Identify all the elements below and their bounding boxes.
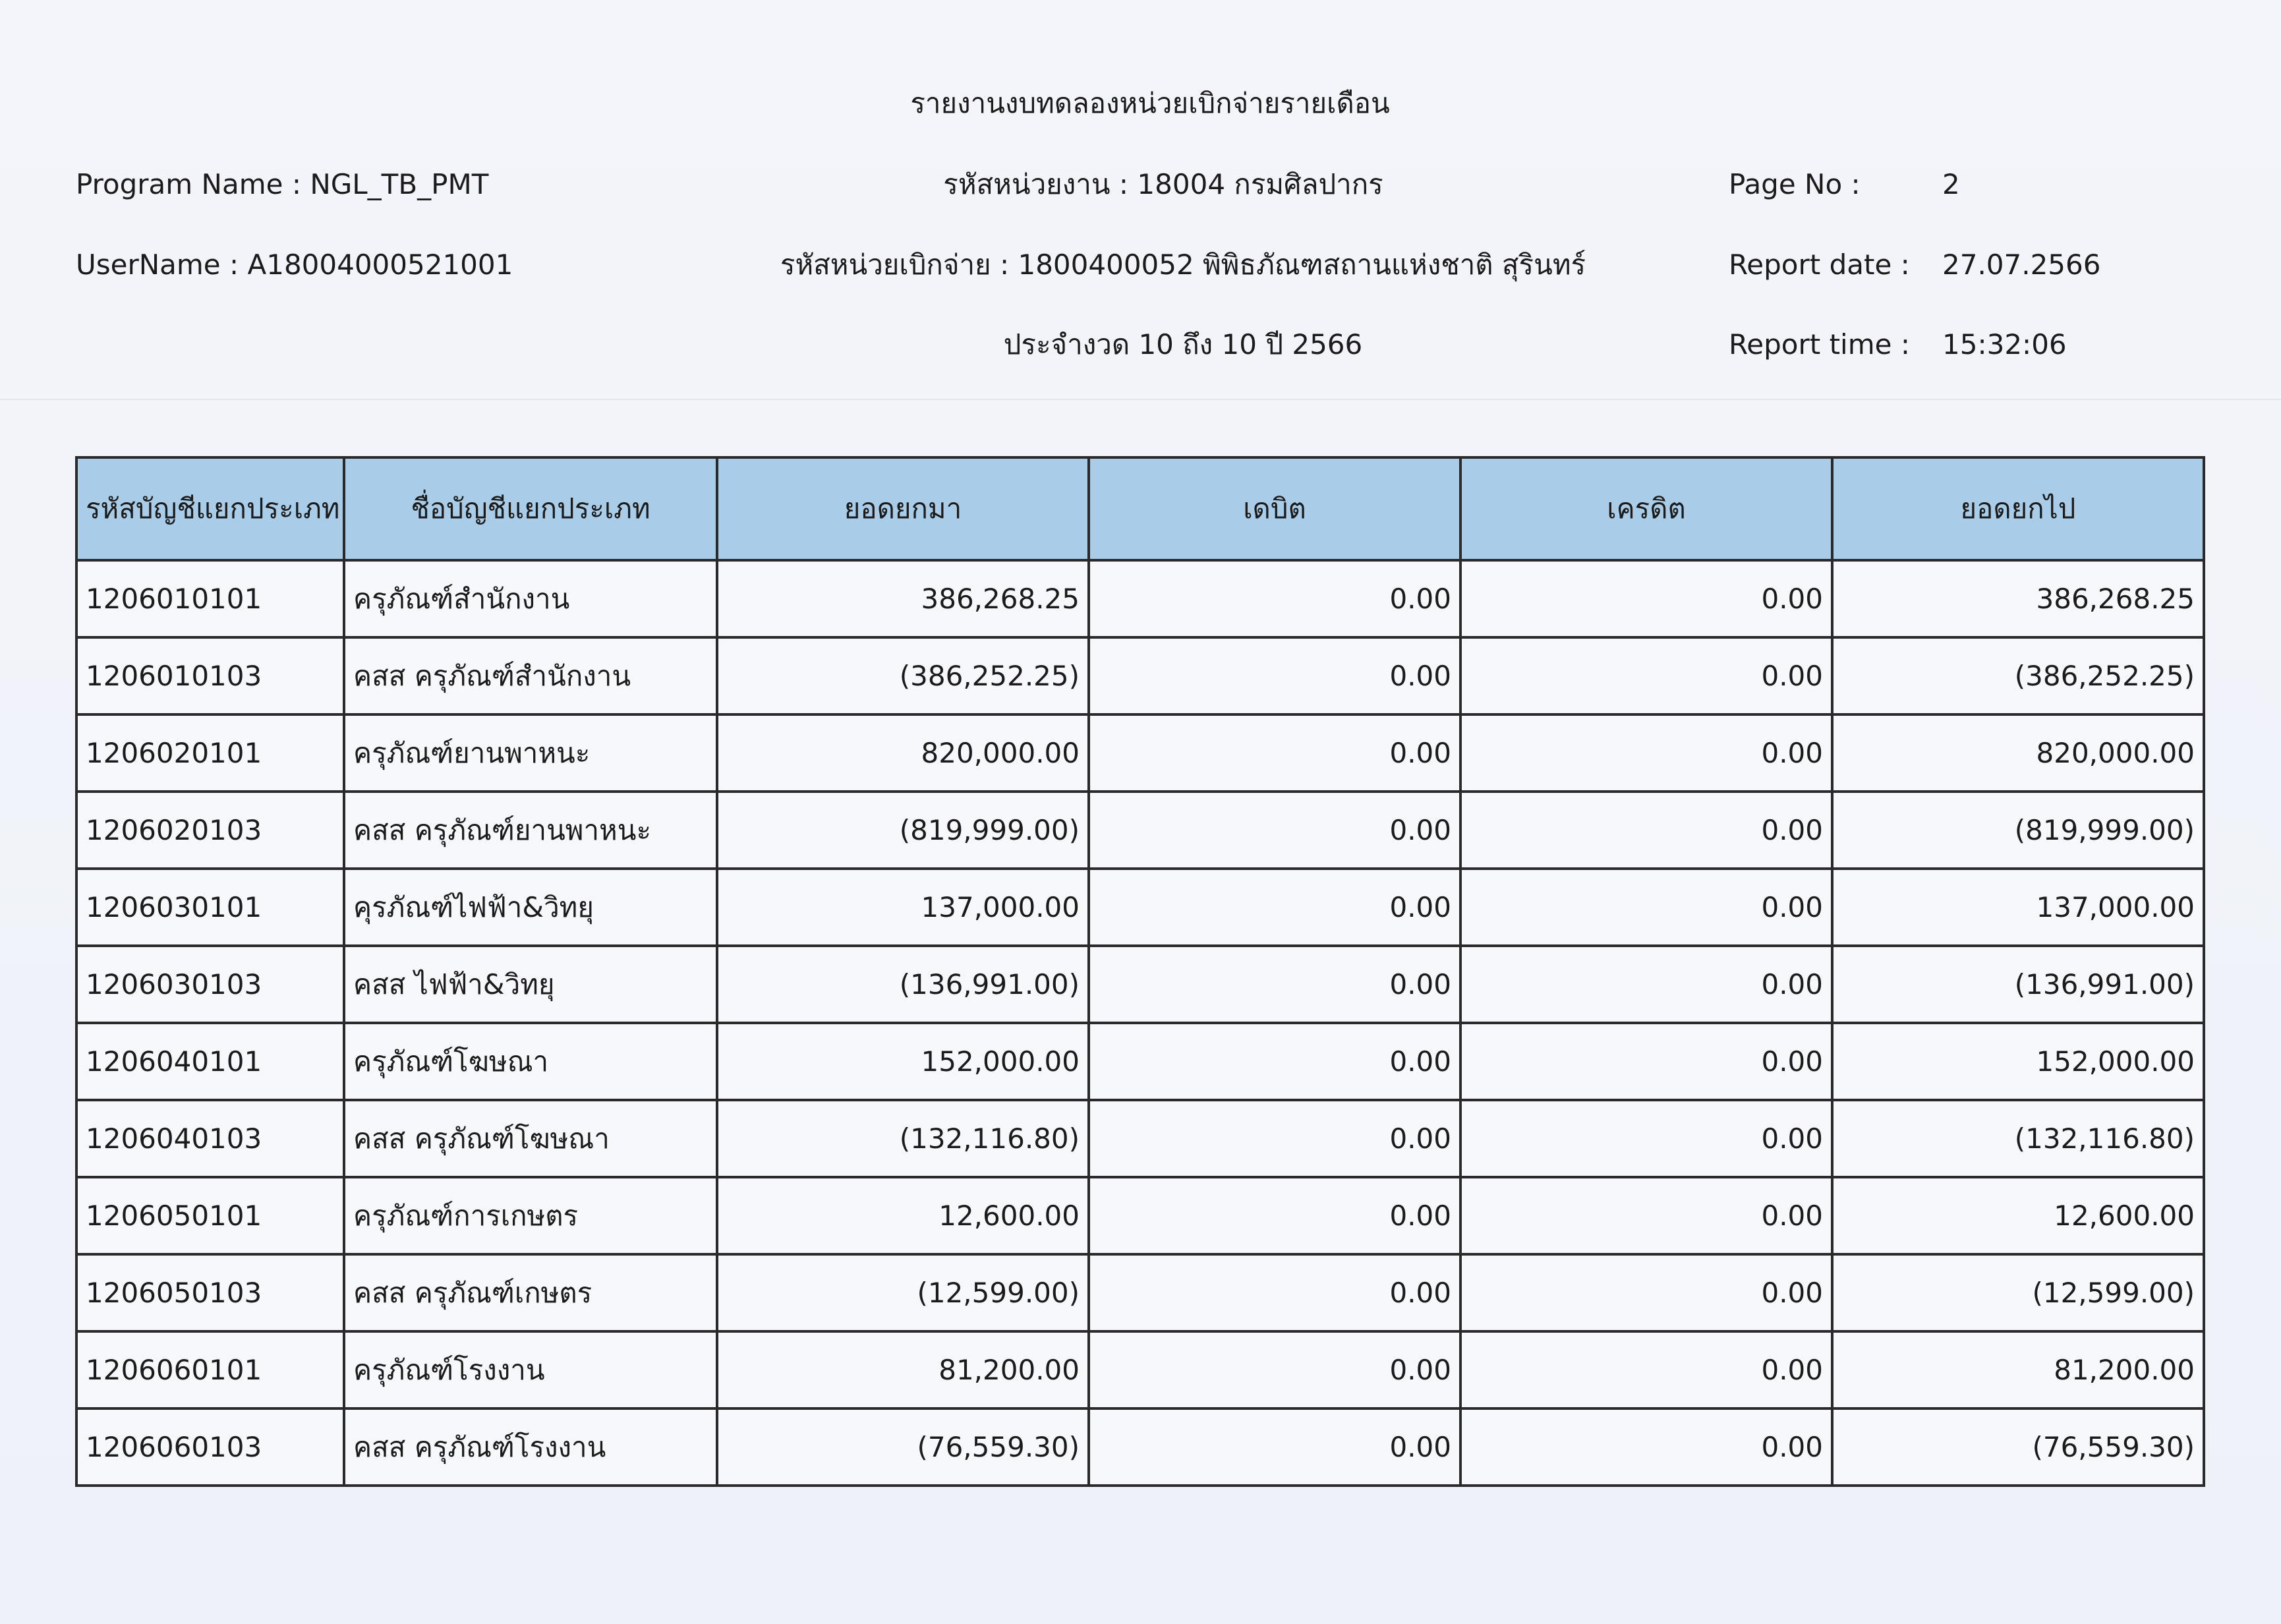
debit-cell: 0.00	[1089, 1023, 1460, 1100]
table-row	[76, 946, 2204, 1023]
account-name-cell: ครุภัณฑ์สำนักงาน	[344, 560, 717, 637]
account-name-cell: ครุภัณฑ์โฆษณา	[344, 1023, 717, 1100]
debit-cell: 0.00	[1089, 1100, 1460, 1177]
credit-cell: 0.00	[1460, 1254, 1832, 1331]
program-name: Program Name : NGL_TB_PMT	[76, 168, 489, 200]
report-time-label: Report time :	[1729, 328, 1910, 361]
header-divider	[0, 399, 2281, 400]
account-name-cell: ครุภัณฑ์ยานพาหนะ	[344, 714, 717, 792]
closing-balance-cell: (136,991.00)	[1832, 946, 2204, 1023]
report-date-value: 27.07.2566	[1942, 248, 2101, 281]
account-code-cell: 1206010101	[76, 560, 344, 637]
closing-balance-cell: 12,600.00	[1832, 1177, 2204, 1254]
username: UserName : A18004000521001	[76, 248, 513, 281]
account-code-cell: 1206030101	[76, 869, 344, 946]
account-code-cell: 1206040103	[76, 1100, 344, 1177]
table-row	[76, 1254, 2204, 1331]
account-code-cell: 1206020103	[76, 792, 344, 869]
closing-balance-cell: (12,599.00)	[1832, 1254, 2204, 1331]
debit-cell: 0.00	[1089, 714, 1460, 792]
opening-balance-cell: 12,600.00	[717, 1177, 1089, 1254]
table-body	[76, 560, 2204, 1486]
opening-balance-cell: 152,000.00	[717, 1023, 1089, 1100]
account-name-cell: คสส ครุภัณฑ์โฆษณา	[344, 1100, 717, 1177]
credit-cell: 0.00	[1460, 946, 1832, 1023]
opening-balance-cell: (819,999.00)	[717, 792, 1089, 869]
col-header-credit: เครดิต	[1460, 457, 1832, 560]
credit-cell: 0.00	[1460, 1408, 1832, 1486]
col-header-account-code: รหัสบัญชีแยกประเภท	[76, 457, 344, 560]
report-time-value: 15:32:06	[1942, 328, 2067, 361]
table-header-row	[76, 457, 2204, 560]
closing-balance-cell: 137,000.00	[1832, 869, 2204, 946]
account-name-cell: คสส ครุภัณฑ์ยานพาหนะ	[344, 792, 717, 869]
credit-cell: 0.00	[1460, 637, 1832, 714]
closing-balance-cell: (819,999.00)	[1832, 792, 2204, 869]
report-period: ประจำงวด 10 ถึง 10 ปี 2566	[1003, 328, 1363, 361]
closing-balance-cell: 81,200.00	[1832, 1331, 2204, 1408]
col-header-account-name: ชื่อบัญชีแยกประเภท	[344, 457, 717, 560]
page-no-value: 2	[1942, 168, 1960, 200]
credit-cell: 0.00	[1460, 1331, 1832, 1408]
opening-balance-cell: (132,116.80)	[717, 1100, 1089, 1177]
opening-balance-cell: 137,000.00	[717, 869, 1089, 946]
account-code-cell: 1206050101	[76, 1177, 344, 1254]
debit-cell: 0.00	[1089, 560, 1460, 637]
account-name-cell: คุรภัณฑ์ไฟฟ้า&วิทยุ	[344, 869, 717, 946]
opening-balance-cell: (12,599.00)	[717, 1254, 1089, 1331]
debit-cell: 0.00	[1089, 792, 1460, 869]
credit-cell: 0.00	[1460, 1177, 1832, 1254]
table-row	[76, 1023, 2204, 1100]
credit-cell: 0.00	[1460, 1100, 1832, 1177]
account-code-cell: 1206010103	[76, 637, 344, 714]
opening-balance-cell: (136,991.00)	[717, 946, 1089, 1023]
account-code-cell: 1206030103	[76, 946, 344, 1023]
account-code-cell: 1206060103	[76, 1408, 344, 1486]
debit-cell: 0.00	[1089, 869, 1460, 946]
col-header-closing-balance: ยอดยกไป	[1832, 457, 2204, 560]
col-header-opening-balance: ยอดยกมา	[717, 457, 1089, 560]
closing-balance-cell: (76,559.30)	[1832, 1408, 2204, 1486]
credit-cell: 0.00	[1460, 792, 1832, 869]
closing-balance-cell: 152,000.00	[1832, 1023, 2204, 1100]
page-no-label: Page No :	[1729, 168, 1861, 200]
debit-cell: 0.00	[1089, 946, 1460, 1023]
opening-balance-cell: (76,559.30)	[717, 1408, 1089, 1486]
credit-cell: 0.00	[1460, 560, 1832, 637]
debit-cell: 0.00	[1089, 1177, 1460, 1254]
account-code-cell: 1206050103	[76, 1254, 344, 1331]
table-row	[76, 560, 2204, 637]
opening-balance-cell: 81,200.00	[717, 1331, 1089, 1408]
table-row	[76, 1331, 2204, 1408]
closing-balance-cell: (132,116.80)	[1832, 1100, 2204, 1177]
account-code-cell: 1206040101	[76, 1023, 344, 1100]
account-code-cell: 1206060101	[76, 1331, 344, 1408]
account-name-cell: คสส ไฟฟ้า&วิทยุ	[344, 946, 717, 1023]
col-header-debit: เดบิต	[1089, 457, 1460, 560]
table-row	[76, 637, 2204, 714]
table-row	[76, 714, 2204, 792]
debit-cell: 0.00	[1089, 1254, 1460, 1331]
table-row	[76, 1408, 2204, 1486]
opening-balance-cell: 386,268.25	[717, 560, 1089, 637]
account-name-cell: ครุภัณฑ์โรงงาน	[344, 1331, 717, 1408]
opening-balance-cell: 820,000.00	[717, 714, 1089, 792]
table-row	[76, 792, 2204, 869]
opening-balance-cell: (386,252.25)	[717, 637, 1089, 714]
account-name-cell: คสส ครุภัณฑ์โรงงาน	[344, 1408, 717, 1486]
debit-cell: 0.00	[1089, 1408, 1460, 1486]
closing-balance-cell: 386,268.25	[1832, 560, 2204, 637]
credit-cell: 0.00	[1460, 714, 1832, 792]
report-date-label: Report date :	[1729, 248, 1910, 281]
account-code-cell: 1206020101	[76, 714, 344, 792]
agency-code: รหัสหน่วยงาน : 18004 กรมศิลปากร	[943, 168, 1383, 200]
closing-balance-cell: (386,252.25)	[1832, 637, 2204, 714]
credit-cell: 0.00	[1460, 1023, 1832, 1100]
table-row	[76, 1100, 2204, 1177]
table-row	[76, 1177, 2204, 1254]
table-row	[76, 869, 2204, 946]
disbursing-unit: รหัสหน่วยเบิกจ่าย : 1800400052 พิพิธภัณฑสถานแห่งชาติ สุรินทร์	[780, 248, 1586, 281]
debit-cell: 0.00	[1089, 637, 1460, 714]
report-title: รายงานงบทดลองหน่วยเบิกจ่ายรายเดือน	[910, 87, 1390, 119]
trial-balance-table	[75, 456, 2205, 1487]
credit-cell: 0.00	[1460, 869, 1832, 946]
account-name-cell: คสส ครุภัณฑ์เกษตร	[344, 1254, 717, 1331]
debit-cell: 0.00	[1089, 1331, 1460, 1408]
closing-balance-cell: 820,000.00	[1832, 714, 2204, 792]
account-name-cell: คสส ครุภัณฑ์สำนักงาน	[344, 637, 717, 714]
account-name-cell: ครุภัณฑ์การเกษตร	[344, 1177, 717, 1254]
